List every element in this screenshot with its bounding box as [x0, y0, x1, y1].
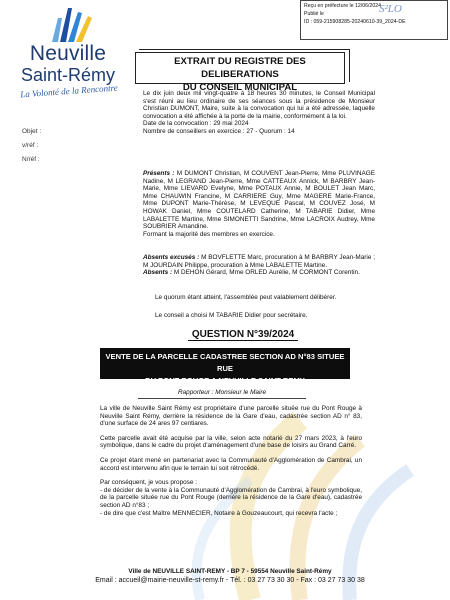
prefecture-stamp [300, 0, 448, 40]
presents-label: Présents : [143, 170, 175, 177]
logo [8, 4, 128, 119]
presents-block [143, 170, 375, 238]
topic-banner [100, 348, 350, 385]
rapporteur: Rapporteur : Monsieur le Maire [178, 389, 267, 396]
body-p4: Par conséquent, je vous propose : [100, 479, 197, 487]
stamp-line2: Publié le [304, 11, 324, 17]
document-header [135, 52, 345, 93]
body-p6: - de dire que c'est Maître MENNECIER, Notaire à Gouzeaucourt, qui recevra l'acte ; [100, 509, 338, 517]
question-number: QUESTION N°39/2024 [188, 329, 298, 341]
side-label-nref: N/réf : [22, 156, 40, 163]
header-line1: EXTRAIT DU REGISTRE DES DELIBERATIONS [174, 56, 306, 80]
quorum-text: Le quorum étant atteint, l'assemblée peut valablement délibérer. [155, 294, 337, 301]
council-counts: Nombre de conseillers en exercice : 27 - Quorum : 14 [143, 127, 295, 135]
intro-block [143, 90, 375, 136]
absents-text: M DEHON Gérard, Mme ORLED Aurélie, M CORMONT Corentin. [173, 269, 360, 277]
topic-line2: DU PONT ROUGE A NEUVILLE SAINT REMY [145, 376, 305, 385]
body-p3: Ce projet étant mené en partenariat avec la Communauté d'Agglomération de Cambrai, un accord est intervenu afin que le terrain lui soit rétrocédé. [100, 456, 362, 472]
stamp-line3: ID : 059-215908285-20240610-39_2024-DE [304, 19, 406, 25]
footer [80, 568, 380, 584]
convocation-date: Date de la convocation : 29 mai 2024 [143, 120, 249, 128]
side-label-objet: Objet : [22, 128, 42, 135]
footer-email: Email : accueil@mairie-neuville-st-remy.fr - Tél. : 03 27 73 30 30 - Fax : 03 27 73 30 38 [95, 577, 365, 584]
presents-text: M DUMONT Christian, M COUVENT Jean-Pierre, Mme PLUVINAGE Nadine, M LEGRAND Jean-Pierre, Mme CATTEAUX Annick, M BARBRY Jean-Marie, Mme LIEVARD Evelyne, Mme POTAUX Annie, M BOULET Jean Marc, Mme CHAUWIN Francine, M CARRIERE Guy, Mme MAGERE Marie-France, Mme DUPONT Marie-Thérèse, M LEVEQUE Pascal, M COUVEZ José, M HOWAK Daniel, Mme COUTELARD Catherine, M TABARIE Didier, Mme LABALETTE Martine, Mme SIMONETTI Sandrine, Mme LACROIX Audrey, Mme SOUBRIER Amandine. [143, 170, 376, 231]
absents-label: Absents : [143, 269, 173, 277]
excuses-text: M BOVFLETTE Marc, procuration à M BARBRY Jean-Marie ; M JOURDAIN Philippe, procuration à Mme LABALETTE Martine. [143, 254, 376, 269]
stamp-line1: Reçu en préfecture le 12/06/2024 [304, 3, 382, 9]
logo-flame-icon [8, 4, 128, 44]
body-p2: Cette parcelle avait été acquise par la ville, selon acte notarié du 27 mars 2023, à l'euro symbolique, dans le cadre du projet d'aménagement d'une base de loisirs au Grand Carré. [100, 434, 362, 450]
excuses-label: Absents excusés : [143, 254, 200, 261]
logo-name-line2: Saint-Rémy [20, 65, 116, 85]
logo-slogan: La Volonté de la Rencontre [19, 82, 119, 100]
body-p1: La ville de Neuville Saint Rémy est propriétaire d'une parcelle située rue du Pont Rouge à Neuville Saint Rémy, derrière la résidence de la Gare d'eau, cadastrée section AD n° 83, d'une surface de 24 ares 97 centiares. [100, 405, 362, 428]
footer-address: Ville de NEUVILLE SAINT-REMY - BP 7 - 59554 Neuville Saint-Rémy [128, 568, 332, 575]
header-line2: DU CONSEIL MUNICIPAL [182, 82, 298, 93]
side-label-vref: v/réf : [22, 142, 39, 149]
absents-block [143, 254, 375, 277]
body-block [100, 405, 362, 517]
body-p5: - de décider de la vente à la Communauté d'Agglomération de Cambrai, à l'euro symbolique, de la parcelle située rue du Pont Rouge (derrière la résidence de la Gare d'eau), cadastrée section AD n°83 ; [100, 486, 362, 509]
secretary-text: Le conseil a choisi M TABARIE Didier pour secrétaire. [155, 312, 308, 319]
intro-text: Le dix juin deux mil vingt-quatre à 18 heures 30 minutes, le Conseil Municipal s'est réuni au lieu ordinaire de ses séances sous la présidence de Monsieur Christian DUMONT, Maire, suite à la convocation qui lui a été adressée, laquelle convocation a été affichée à la porte de la mairie, conformément à la loi. [143, 90, 375, 120]
logo-name-line1: Neuville [29, 42, 107, 65]
topic-line1: VENTE DE LA PARCELLE CADASTREE SECTION AD N°83 SITUEE RUE [105, 352, 345, 373]
presents-majority: Formant la majorité des membres en exercice. [143, 230, 275, 238]
stamp-signature: S²LO [379, 3, 402, 15]
